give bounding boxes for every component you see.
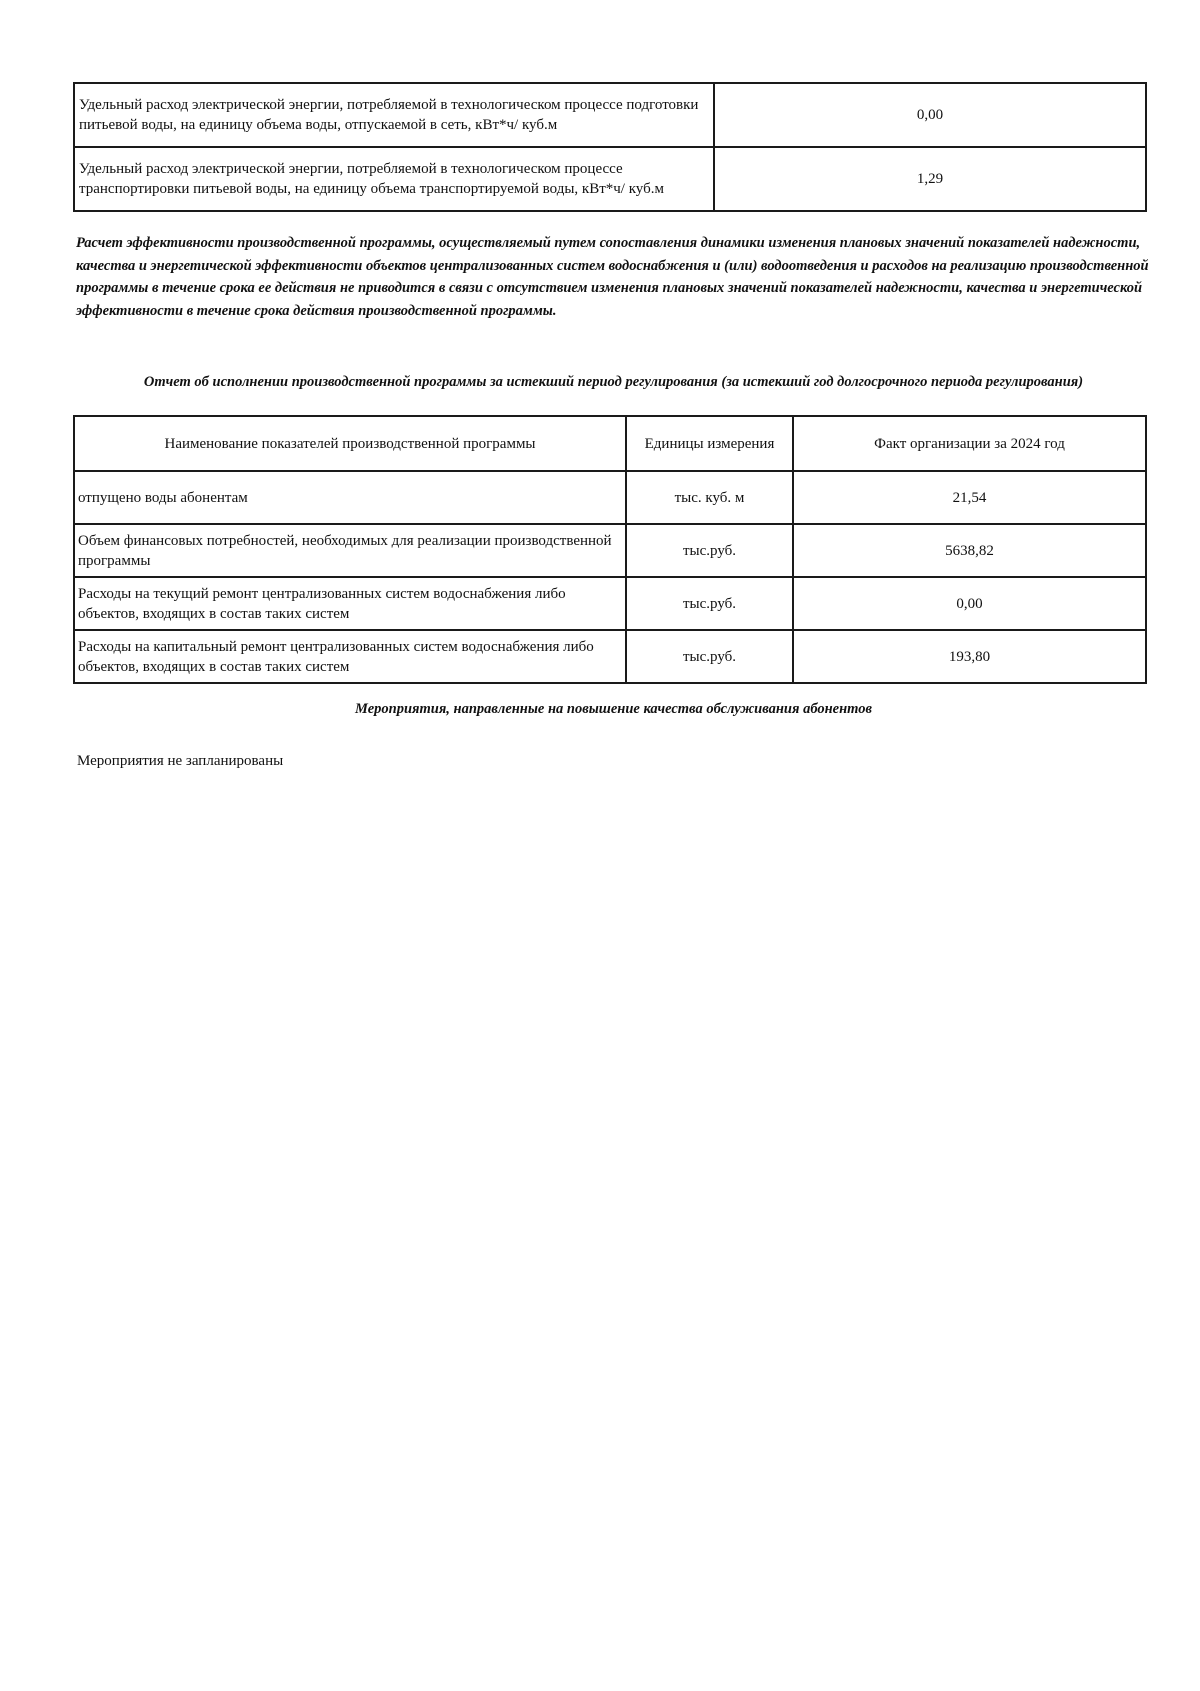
table-header-row — [74, 416, 1146, 471]
row-value: 193,80 — [793, 630, 1146, 683]
column-header-fact: Факт организации за 2024 год — [793, 416, 1146, 471]
measures-title: Мероприятия, направленные на повышение качества обслуживания абонентов — [355, 701, 872, 717]
row-value: 21,54 — [793, 471, 1146, 524]
efficiency-note: Расчет эффективности производственной программы, осуществляемый путем сопоставления динамики изменения плановых значений показателей надежности, качества и энергетической эффективности объектов централизованных систем водоснабжения и (или) водоотведения и расходов на реализацию производственной программы в течение срока ее действия не приводится в связи с отсутствием изменения плановых значений показателей надежности, качества и энергетической эффективности в течение срока действия производственной программы. — [76, 235, 1149, 319]
indicator-label: Удельный расход электрической энергии, потребляемой в технологическом процессе транспортировки питьевой воды, на единицу объема транспортируемой воды, кВт*ч/ куб.м — [74, 147, 714, 211]
row-value: 0,00 — [793, 577, 1146, 630]
row-unit: тыс.руб. — [626, 630, 793, 683]
row-name: Расходы на капитальный ремонт централизованных систем водоснабжения либо объектов, входящих в состав таких систем — [74, 630, 626, 683]
table-row — [74, 524, 1146, 577]
row-unit: тыс. куб. м — [626, 471, 793, 524]
energy-consumption-table — [73, 82, 1147, 212]
indicator-label: Удельный расход электрической энергии, потребляемой в технологическом процессе подготовки питьевой воды, на единицу объема воды, отпускаемой в сеть, кВт*ч/ куб.м — [74, 83, 714, 147]
table-row — [74, 630, 1146, 683]
row-unit: тыс.руб. — [626, 577, 793, 630]
row-name: Расходы на текущий ремонт централизованных систем водоснабжения либо объектов, входящих в состав таких систем — [74, 577, 626, 630]
indicator-value: 1,29 — [714, 147, 1146, 211]
table-row — [74, 83, 1146, 147]
table-row — [74, 577, 1146, 630]
report-title: Отчет об исполнении производственной программы за истекший период регулирования (за истекший год долгосрочного периода регулирования) — [143, 374, 1084, 390]
measures-text: Мероприятия не запланированы — [77, 753, 284, 769]
table-row — [74, 471, 1146, 524]
row-unit: тыс.руб. — [626, 524, 793, 577]
row-name: отпущено воды абонентам — [74, 471, 626, 524]
indicator-value: 0,00 — [714, 83, 1146, 147]
column-header-name: Наименование показателей производственной программы — [74, 416, 626, 471]
column-header-unit: Единицы измерения — [626, 416, 793, 471]
production-report-table — [73, 415, 1147, 684]
row-value: 5638,82 — [793, 524, 1146, 577]
table-row — [74, 147, 1146, 211]
row-name: Объем финансовых потребностей, необходимых для реализации производственной программы — [74, 524, 626, 577]
